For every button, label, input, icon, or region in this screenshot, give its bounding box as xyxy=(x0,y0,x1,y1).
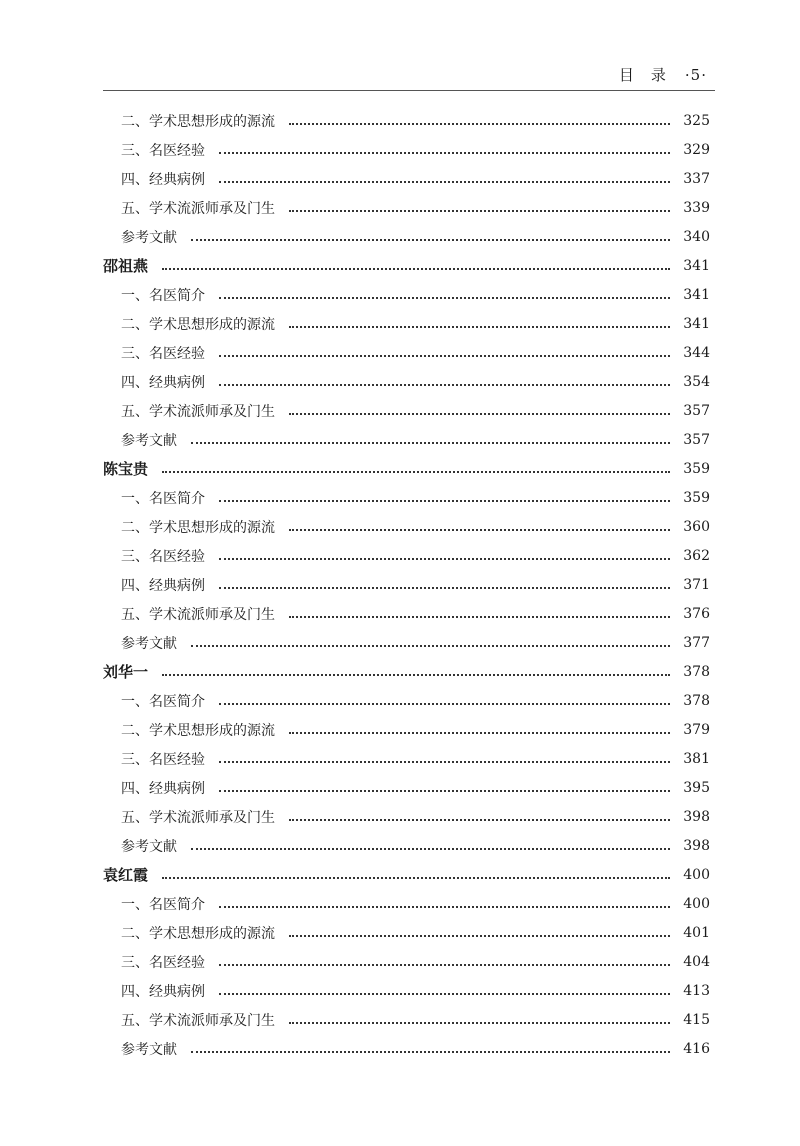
dot-leader xyxy=(162,876,670,879)
dot-leader xyxy=(219,905,670,908)
dot-leader xyxy=(191,644,670,647)
toc-entry-title: 四、经典病例 xyxy=(121,577,205,594)
toc-entry-page-number: 400 xyxy=(683,866,710,883)
toc-entry-page-number: 359 xyxy=(683,460,710,477)
toc-entry-title: 参考文献 xyxy=(121,432,177,449)
toc-entry-page-number: 341 xyxy=(683,286,710,303)
toc-section-entry[interactable] xyxy=(0,889,800,918)
toc-entry-title: 三、名医经验 xyxy=(121,751,205,768)
dot-leader xyxy=(162,470,670,473)
toc-section-entry[interactable] xyxy=(0,918,800,947)
toc-entry-title: 二、学术思想形成的源流 xyxy=(121,519,275,536)
toc-entry-page-number: 395 xyxy=(683,779,710,796)
toc-entry-page-number: 344 xyxy=(683,344,710,361)
toc-section-entry[interactable] xyxy=(0,338,800,367)
toc-entry-title: 五、学术流派师承及门生 xyxy=(121,403,275,420)
toc-entry-title: 参考文献 xyxy=(121,838,177,855)
toc-entry-page-number: 404 xyxy=(683,953,710,970)
toc-entry-page-number: 413 xyxy=(683,982,710,999)
toc-entry-title: 四、经典病例 xyxy=(121,780,205,797)
dot-leader xyxy=(191,441,670,444)
toc-section-entry[interactable] xyxy=(0,715,800,744)
toc-entry-page-number: 416 xyxy=(683,1040,710,1057)
dot-leader xyxy=(219,180,670,183)
toc-section-entry[interactable] xyxy=(0,628,800,657)
toc-section-entry[interactable] xyxy=(0,773,800,802)
dot-leader xyxy=(219,557,670,560)
toc-section-entry[interactable] xyxy=(0,309,800,338)
toc-section-entry[interactable] xyxy=(0,831,800,860)
toc-entry-title: 刘华一 xyxy=(103,663,149,681)
toc-entry-page-number: 329 xyxy=(683,141,710,158)
toc-section-entry[interactable] xyxy=(0,425,800,454)
toc-entry-page-number: 401 xyxy=(683,924,710,941)
toc-section-entry[interactable] xyxy=(0,1034,800,1063)
toc-entry-page-number: 379 xyxy=(683,721,710,738)
toc-entry-page-number: 398 xyxy=(683,837,710,854)
toc-entry-title: 二、学术思想形成的源流 xyxy=(121,113,275,130)
dot-leader xyxy=(191,238,670,241)
toc-entry-title: 四、经典病例 xyxy=(121,983,205,1000)
toc-entry-title: 三、名医经验 xyxy=(121,142,205,159)
dot-leader xyxy=(162,267,670,270)
dot-leader xyxy=(219,296,670,299)
toc-entry-title: 三、名医经验 xyxy=(121,954,205,971)
dot-leader xyxy=(289,615,670,618)
toc-section-entry[interactable] xyxy=(0,222,800,251)
toc-section-entry[interactable] xyxy=(0,686,800,715)
header-page-number: ·5· xyxy=(684,66,707,84)
toc-section-entry[interactable] xyxy=(0,106,800,135)
toc-entry-title: 参考文献 xyxy=(121,229,177,246)
toc-entry-page-number: 362 xyxy=(683,547,710,564)
toc-section-entry[interactable] xyxy=(0,570,800,599)
toc-section-entry[interactable] xyxy=(0,599,800,628)
toc-entry-page-number: 357 xyxy=(683,431,710,448)
dot-leader xyxy=(219,992,670,995)
toc-section-entry[interactable] xyxy=(0,193,800,222)
dot-leader xyxy=(219,383,670,386)
toc-entry-title: 一、名医简介 xyxy=(121,490,205,507)
toc-entry-page-number: 359 xyxy=(683,489,710,506)
toc-entry-page-number: 398 xyxy=(683,808,710,825)
toc-entry-page-number: 371 xyxy=(683,576,710,593)
toc-entry-title: 五、学术流派师承及门生 xyxy=(121,1012,275,1029)
toc-chapter-entry[interactable] xyxy=(0,860,800,889)
header-title: 目 录 xyxy=(618,66,667,84)
dot-leader xyxy=(219,789,670,792)
toc-entry-title: 四、经典病例 xyxy=(121,374,205,391)
toc-entry-page-number: 415 xyxy=(683,1011,710,1028)
dot-leader xyxy=(289,528,670,531)
toc-entry-title: 四、经典病例 xyxy=(121,171,205,188)
dot-leader xyxy=(219,760,670,763)
toc-entry-title: 一、名医简介 xyxy=(121,693,205,710)
toc-section-entry[interactable] xyxy=(0,976,800,1005)
dot-leader xyxy=(289,731,670,734)
toc-section-entry[interactable] xyxy=(0,367,800,396)
toc-entry-title: 参考文献 xyxy=(121,635,177,652)
toc-entry-page-number: 340 xyxy=(683,228,710,245)
toc-entry-title: 参考文献 xyxy=(121,1041,177,1058)
toc-entry-page-number: 339 xyxy=(683,199,710,216)
toc-entry-title: 二、学术思想形成的源流 xyxy=(121,722,275,739)
toc-entry-page-number: 360 xyxy=(683,518,710,535)
toc-section-entry[interactable] xyxy=(0,1005,800,1034)
toc-entry-page-number: 378 xyxy=(683,663,710,680)
toc-chapter-entry[interactable] xyxy=(0,657,800,686)
toc-entry-title: 五、学术流派师承及门生 xyxy=(121,606,275,623)
dot-leader xyxy=(289,209,670,212)
dot-leader xyxy=(289,325,670,328)
toc-entry-page-number: 381 xyxy=(683,750,710,767)
toc-section-entry[interactable] xyxy=(0,947,800,976)
toc-entry-page-number: 341 xyxy=(683,315,710,332)
dot-leader xyxy=(191,1050,670,1053)
toc-entry-title: 邵祖燕 xyxy=(103,257,149,275)
toc-entry-title: 五、学术流派师承及门生 xyxy=(121,809,275,826)
toc-entry-page-number: 341 xyxy=(683,257,710,274)
toc-entry-title: 三、名医经验 xyxy=(121,548,205,565)
toc-chapter-entry[interactable] xyxy=(0,251,800,280)
toc-section-entry[interactable] xyxy=(0,396,800,425)
dot-leader xyxy=(289,122,670,125)
toc-entry-title: 二、学术思想形成的源流 xyxy=(121,316,275,333)
dot-leader xyxy=(219,354,670,357)
dot-leader xyxy=(289,412,670,415)
toc-section-entry[interactable] xyxy=(0,802,800,831)
toc-section-entry[interactable] xyxy=(0,280,800,309)
toc-entry-title: 袁红霞 xyxy=(103,866,149,884)
toc-entry-title: 三、名医经验 xyxy=(121,345,205,362)
toc-section-entry[interactable] xyxy=(0,135,800,164)
toc-section-entry[interactable] xyxy=(0,512,800,541)
header-text xyxy=(619,64,707,85)
toc-entry-page-number: 376 xyxy=(683,605,710,622)
toc-entry-title: 五、学术流派师承及门生 xyxy=(121,200,275,217)
toc-section-entry[interactable] xyxy=(0,164,800,193)
dot-leader xyxy=(219,702,670,705)
toc-entry-page-number: 357 xyxy=(683,402,710,419)
dot-leader xyxy=(162,673,670,676)
dot-leader xyxy=(191,847,670,850)
page-header xyxy=(103,58,715,91)
toc-entry-title: 一、名医简介 xyxy=(121,896,205,913)
toc-entry-page-number: 377 xyxy=(683,634,710,651)
dot-leader xyxy=(289,934,670,937)
toc-chapter-entry[interactable] xyxy=(0,454,800,483)
dot-leader xyxy=(289,818,670,821)
toc-entry-title: 一、名医简介 xyxy=(121,287,205,304)
toc-entry-page-number: 337 xyxy=(683,170,710,187)
toc-entry-page-number: 354 xyxy=(683,373,710,390)
toc-entry-page-number: 325 xyxy=(683,112,710,129)
dot-leader xyxy=(219,586,670,589)
toc-section-entry[interactable] xyxy=(0,541,800,570)
toc-entry-page-number: 378 xyxy=(683,692,710,709)
toc-entry-title: 陈宝贵 xyxy=(103,460,149,478)
toc-section-entry[interactable] xyxy=(0,744,800,773)
toc-entry-title: 二、学术思想形成的源流 xyxy=(121,925,275,942)
dot-leader xyxy=(219,963,670,966)
toc-entry-page-number: 400 xyxy=(683,895,710,912)
dot-leader xyxy=(219,151,670,154)
dot-leader xyxy=(219,499,670,502)
toc-section-entry[interactable] xyxy=(0,483,800,512)
dot-leader xyxy=(289,1021,670,1024)
